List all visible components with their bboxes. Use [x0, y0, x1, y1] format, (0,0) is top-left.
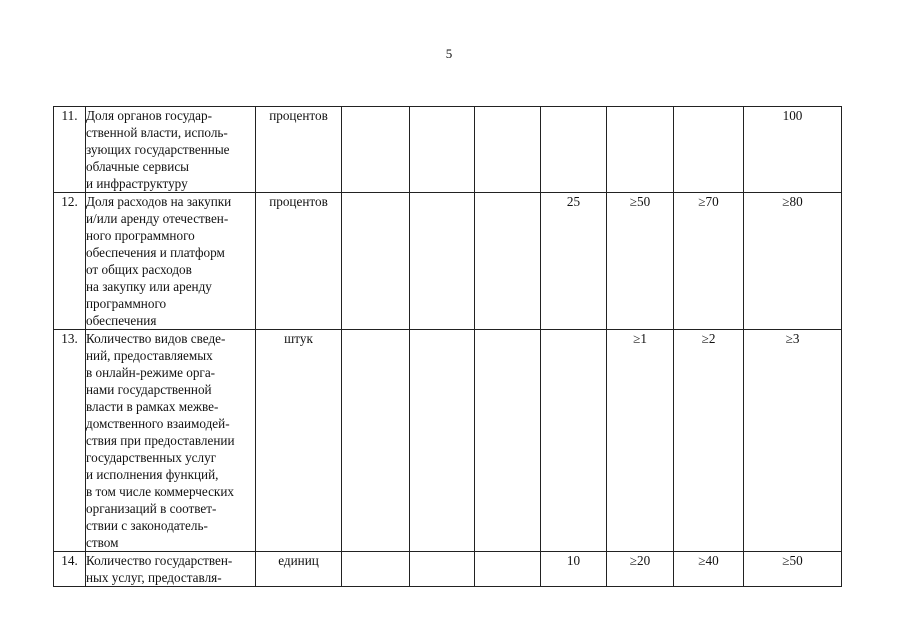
indicator-name-line: обеспечения: [86, 313, 157, 328]
indicator-name: [86, 330, 256, 552]
indicator-name-line: ством: [86, 535, 119, 550]
value-cell: ≥80: [744, 193, 842, 330]
unit-cell: процентов: [256, 193, 342, 330]
page-number: 5: [445, 46, 453, 61]
indicator-name-line: и/или аренду отечествен-: [86, 211, 229, 226]
indicator-name-line: домственного взаимодей-: [86, 416, 230, 431]
indicator-name: [86, 107, 256, 193]
value-cell: [342, 107, 410, 193]
indicator-name-line: программного: [86, 296, 167, 311]
value-cell: [342, 552, 410, 587]
value-cell: [410, 552, 475, 587]
value-cell: [475, 330, 541, 552]
value-cell: 25: [541, 193, 607, 330]
indicator-name: [86, 552, 256, 587]
value-cell: [475, 107, 541, 193]
indicator-name-line: ственной власти, исполь-: [86, 125, 228, 140]
value-cell: 10: [541, 552, 607, 587]
indicator-name-line: Доля органов государ-: [86, 108, 212, 123]
value-cell: ≥1: [607, 330, 674, 552]
indicator-name-line: и исполнения функций,: [86, 467, 219, 482]
indicator-name-line: Доля расходов на закупки: [86, 194, 232, 209]
indicator-name-line: ствии с законодатель-: [86, 518, 208, 533]
value-cell: ≥3: [744, 330, 842, 552]
indicator-name-line: в онлайн-режиме орга-: [86, 365, 216, 380]
indicator-name-line: нами государственной: [86, 382, 212, 397]
row-number: 11.: [54, 107, 86, 193]
indicator-name-line: ного программного: [86, 228, 195, 243]
value-cell: [541, 107, 607, 193]
indicator-name-line: государственных услуг: [86, 450, 217, 465]
value-cell: ≥40: [674, 552, 744, 587]
indicator-name-line: ний, предоставляемых: [86, 348, 213, 363]
indicator-name-line: ствия при предоставлении: [86, 433, 235, 448]
value-cell: [607, 107, 674, 193]
value-cell: ≥50: [607, 193, 674, 330]
value-cell: ≥2: [674, 330, 744, 552]
value-cell: [410, 330, 475, 552]
value-cell: ≥20: [607, 552, 674, 587]
indicator-name-line: на закупку или аренду: [86, 279, 212, 294]
unit-cell: процентов: [256, 107, 342, 193]
indicator-name-line: и инфраструктуру: [86, 176, 188, 191]
unit-cell: штук: [256, 330, 342, 552]
value-cell: [674, 107, 744, 193]
indicator-name-line: в том числе коммерческих: [86, 484, 234, 499]
row-number: 14.: [54, 552, 86, 587]
indicator-name-line: власти в рамках межве-: [86, 399, 219, 414]
indicators-table: [53, 106, 842, 587]
value-cell: [410, 193, 475, 330]
indicator-name-line: зующих государственные: [86, 142, 230, 157]
table-row: [54, 107, 842, 193]
indicator-name-line: ных услуг, предоставля-: [86, 570, 222, 585]
value-cell: ≥70: [674, 193, 744, 330]
value-cell: [541, 330, 607, 552]
row-number: 12.: [54, 193, 86, 330]
table-row: [54, 193, 842, 330]
table-row: [54, 552, 842, 587]
table-row: [54, 330, 842, 552]
indicator-name-line: организаций в соответ-: [86, 501, 217, 516]
indicator-name-line: Количество видов сведе-: [86, 331, 226, 346]
value-cell: [342, 330, 410, 552]
value-cell: [475, 193, 541, 330]
indicator-name-line: облачные сервисы: [86, 159, 190, 174]
value-cell: [475, 552, 541, 587]
value-cell: [410, 107, 475, 193]
indicator-name: [86, 193, 256, 330]
indicator-name-line: обеспечения и платформ: [86, 245, 225, 260]
unit-cell: единиц: [256, 552, 342, 587]
indicator-name-line: Количество государствен-: [86, 553, 233, 568]
row-number: 13.: [54, 330, 86, 552]
value-cell: [342, 193, 410, 330]
value-cell: ≥50: [744, 552, 842, 587]
value-cell: 100: [744, 107, 842, 193]
indicator-name-line: от общих расходов: [86, 262, 192, 277]
